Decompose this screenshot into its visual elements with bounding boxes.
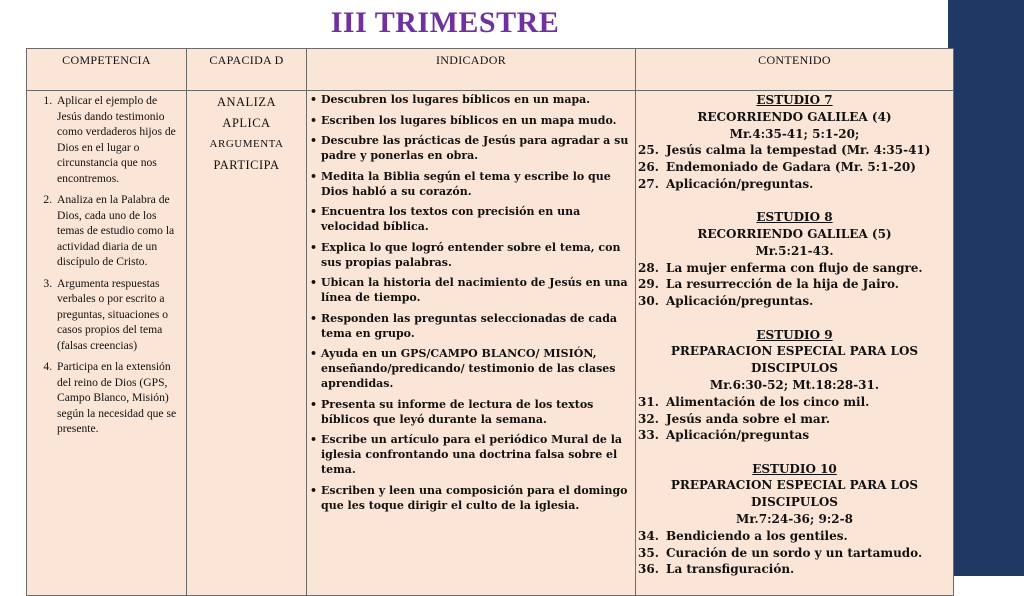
item-number: 25.	[638, 143, 659, 158]
competencia-list	[27, 91, 186, 437]
list-item: • Medita la Biblia según el tema y escribe lo que Dios habló a su corazón.	[321, 169, 629, 199]
list-item	[638, 545, 951, 562]
list-item: • Descubren los lugares bíblicos en un mapa.	[321, 92, 629, 107]
estudio-block	[638, 209, 951, 310]
item-number: 28.	[638, 260, 659, 275]
estudio-reference: Mr.7:24-36; 9:2-8	[736, 512, 853, 527]
item-number: 36.	[638, 562, 659, 577]
estudio-subtitle: PREPARACION ESPECIAL PARA LOS DISCIPULOS	[670, 344, 919, 376]
item-text: La mujer enferma con flujo de sangre.	[666, 260, 923, 275]
header-row	[27, 49, 954, 91]
page-title: III TRIMESTRE	[330, 6, 560, 39]
item-text: Aplicación/preguntas	[666, 428, 810, 443]
list-item: 4. Participa en la extensión del reino de Dios (GPS, Campo Blanco, Misión) según la necesidad que se presente.	[55, 359, 182, 437]
estudio-block	[638, 461, 951, 579]
estudio-block	[638, 327, 951, 445]
list-item	[638, 411, 951, 428]
item-text: Endemoniado de Gadara (Mr. 5:1-20)	[666, 160, 916, 175]
indicador-cell	[307, 91, 636, 596]
estudio-reference: Mr.6:30-52; Mt.18:28-31.	[709, 377, 880, 392]
estudio-subtitle: PREPARACION ESPECIAL PARA LOS DISCIPULOS	[670, 478, 919, 510]
list-item	[638, 176, 951, 193]
list-item: 3. Argumenta respuestas verbales o por escrito a preguntas, situaciones o casos propios del tema (falsas creencias)	[55, 276, 182, 354]
item-text: Curación de un sordo y un tartamudo.	[666, 545, 923, 560]
item-number: 31.	[638, 394, 659, 409]
item-text: Jesús anda sobre el mar.	[666, 411, 831, 426]
list-item	[638, 427, 951, 444]
item-number: 35.	[638, 545, 659, 560]
item-number: 26.	[638, 160, 659, 175]
capacidad-item: PARTICIPA	[213, 158, 280, 172]
list-item	[638, 276, 951, 293]
list-item: 2. Analiza en la Palabra de Dios, cada uno de los temas de estudio como la actividad diaria de un discípulo de Cristo.	[55, 192, 182, 270]
item-text: Alimentación de los cinco mil.	[666, 394, 870, 409]
estudio-heading: ESTUDIO 7	[756, 93, 833, 107]
list-item: • Escriben y leen una composición para el domingo que les toque dirigir el culto de la iglesia.	[321, 483, 629, 513]
list-item	[638, 142, 951, 159]
list-item	[638, 528, 951, 545]
estudio-subtitle: RECORRIENDO GALILEA (5)	[697, 227, 892, 242]
item-number: 27.	[638, 176, 659, 191]
list-item: • Presenta su informe de lectura de los textos bíblicos que leyó durante la semana.	[321, 397, 629, 427]
capacidad-item: ARGUMENTA	[209, 138, 284, 150]
estudio-reference: Mr.4:35-41; 5:1-20;	[729, 126, 860, 141]
item-text: La resurrección de la hija de Jairo.	[666, 277, 899, 292]
list-item: • Ubican la historia del nacimiento de Jesús en una línea de tiempo.	[321, 275, 629, 305]
item-text: Bendiciendo a los gentiles.	[666, 528, 848, 543]
list-item: • Ayuda en un GPS/CAMPO BLANCO/ MISIÓN, enseñando/predicando/ testimonio de las clases aprendidas.	[321, 346, 629, 391]
list-item: • Escribe un artículo para el periódico Mural de la iglesia confrontando una doctrina falsa sobre el tema.	[321, 432, 629, 477]
item-text: Jesús calma la tempestad (Mr. 4:35-41)	[666, 143, 931, 158]
list-item	[638, 260, 951, 277]
list-item: • Escriben los lugares bíblicos en un mapa mudo.	[321, 113, 629, 128]
curriculum-table	[26, 48, 954, 596]
side-decoration-bar	[948, 0, 1024, 576]
body-row	[27, 91, 954, 596]
list-item: 1. Aplicar el ejemplo de Jesús dando testimonio como verdaderos hijos de Dios en el lugar o circunstancia que nos encontremos.	[55, 93, 182, 186]
capacidad-item: APLICA	[222, 116, 271, 130]
item-text: Aplicación/preguntas.	[666, 176, 814, 191]
list-item	[638, 159, 951, 176]
estudio-block	[638, 92, 951, 193]
header-capacidad: CAPACIDA D	[187, 49, 307, 91]
header-contenido: CONTENIDO	[636, 49, 954, 91]
list-item: • Encuentra los textos con precisión en una velocidad bíblica.	[321, 204, 629, 234]
list-item: • Descubre las prácticas de Jesús para agradar a su padre y ponerlas en obra.	[321, 133, 629, 163]
item-text: Aplicación/preguntas.	[666, 294, 814, 309]
estudio-heading: ESTUDIO 10	[752, 461, 837, 476]
estudio-subtitle: RECORRIENDO GALILEA (4)	[697, 109, 892, 124]
list-item	[638, 293, 951, 310]
estudio-reference: Mr.5:21-43.	[755, 243, 834, 258]
header-indicador: INDICADOR	[307, 49, 636, 91]
item-number: 30.	[638, 294, 659, 309]
list-item	[638, 394, 951, 411]
item-number: 29.	[638, 277, 659, 292]
capacidad-item: ANALIZA	[216, 95, 277, 109]
indicador-list	[307, 91, 635, 513]
estudio-heading: ESTUDIO 8	[756, 210, 833, 225]
competencia-cell	[27, 91, 187, 596]
estudio-heading: ESTUDIO 9	[756, 327, 833, 342]
item-number: 32.	[638, 411, 659, 426]
header-competencia: COMPETENCIA	[27, 49, 187, 91]
item-number: 33.	[638, 428, 659, 443]
contenido-cell	[636, 91, 954, 596]
list-item: • Explica lo que logró entender sobre el tema, con sus propias palabras.	[321, 240, 629, 270]
capacidad-list	[187, 91, 306, 176]
capacidad-cell	[187, 91, 307, 596]
item-text: La transfiguración.	[666, 562, 795, 577]
contenido-list	[636, 91, 953, 578]
item-number: 34.	[638, 528, 659, 543]
list-item: • Responden las preguntas seleccionadas de cada tema en grupo.	[321, 311, 629, 341]
